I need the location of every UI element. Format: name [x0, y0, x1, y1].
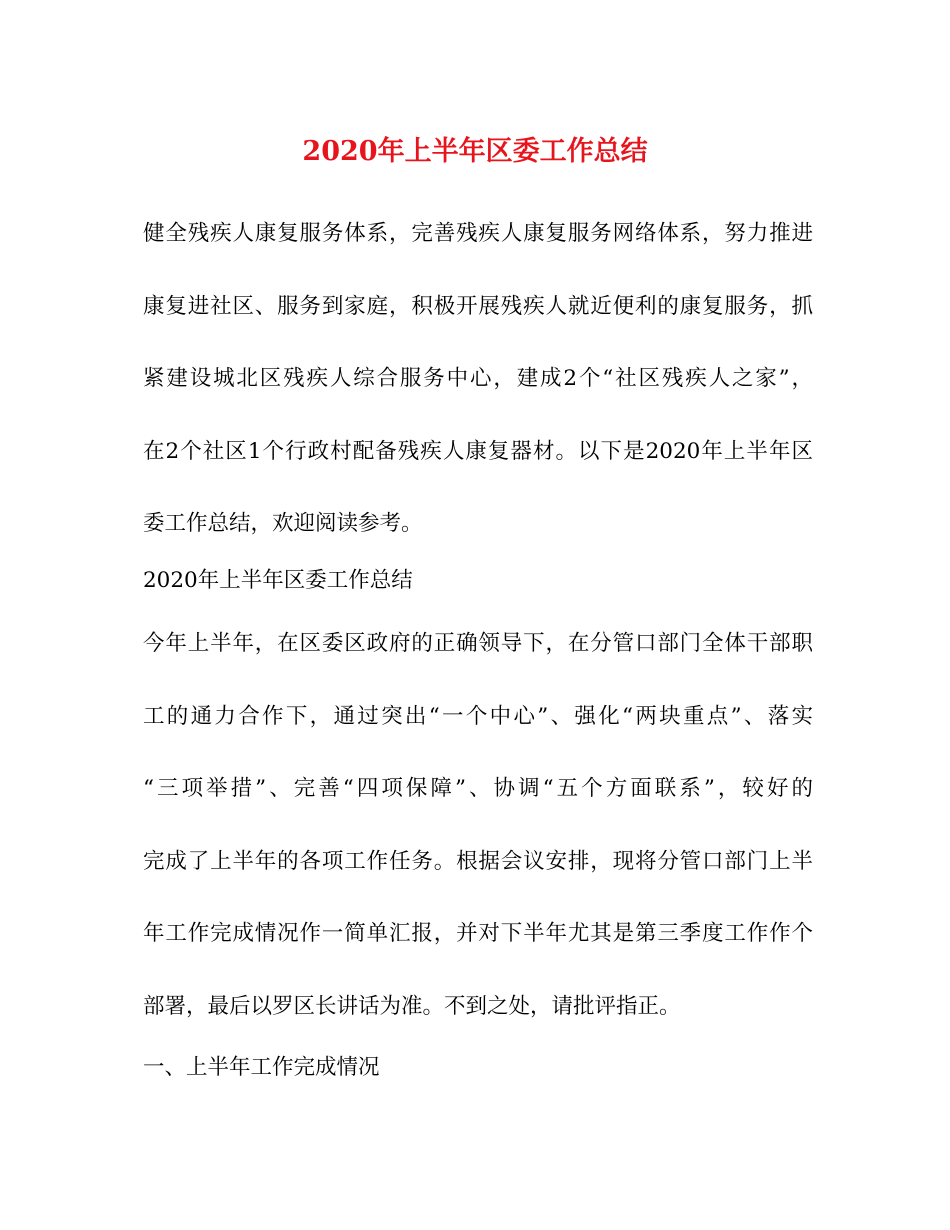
intro-line-4: 在2个社区1个行政村配备残疾人康复器材。以下是2020年上半年区 — [143, 439, 813, 464]
intro-line-5: 委工作总结，欢迎阅读参考。 — [143, 511, 423, 536]
subtitle: 2020年上半年区委工作总结 — [143, 568, 413, 593]
body-line-1: 今年上半年，在区委区政府的正确领导下，在分管口部门全体干部职 — [143, 631, 813, 656]
section-heading: 一、上半年工作完成情况 — [143, 1055, 380, 1080]
document-title: 2020年上半年区委工作总结 — [302, 136, 648, 167]
body-line-4: 完成了上半年的各项工作任务。根据会议安排，现将分管口部门上半 — [143, 849, 813, 874]
intro-line-1: 健全残疾人康复服务体系，完善残疾人康复服务网络体系，努力推进 — [143, 221, 813, 246]
intro-line-2: 康复进社区、服务到家庭，积极开展残疾人就近便利的康复服务，抓 — [143, 294, 813, 319]
body-line-2: 工的通力合作下，通过突出“一个中心”、强化“两块重点”、落实 — [143, 704, 813, 729]
intro-line-3: 紧建设城北区残疾人综合服务中心，建成2个“社区残疾人之家”， — [143, 366, 813, 391]
body-line-6: 部署，最后以罗区长讲话为准。不到之处，请批评指正。 — [143, 994, 681, 1019]
body-line-3: “三项举措”、完善“四项保障”、协调“五个方面联系”，较好的 — [143, 776, 813, 801]
body-line-5: 年工作完成情况作一简单汇报，并对下半年尤其是第三季度工作作个 — [143, 921, 813, 946]
